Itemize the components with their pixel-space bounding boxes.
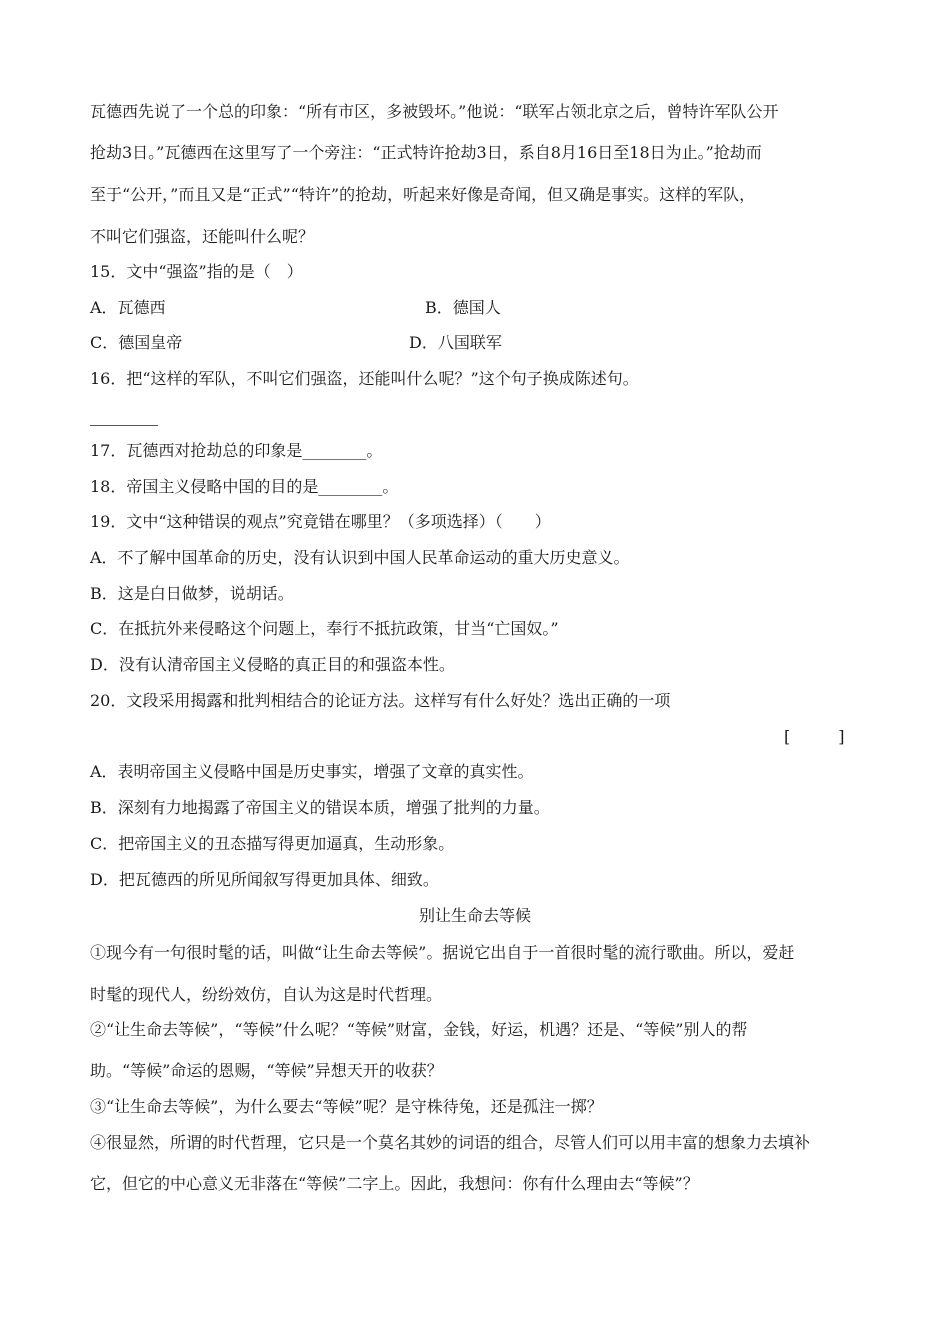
passage1-line-2: 抢劫3日。”瓦德西在这里写了一个旁注：“正式特许抢劫3日，系自8月16日至18日为止。”抢劫而	[90, 143, 762, 162]
q15-option-b: B．德国人	[425, 298, 501, 317]
q18-stem: 18．帝国主义侵略中国的目的是________。	[90, 477, 399, 496]
passage2-p2-line-1: ②“让生命去等候”，“等候”什么呢？“等候”财富，金钱，好运，机遇？还是、“等候”别人的帮	[90, 1020, 748, 1039]
q15-option-a: A．瓦德西	[90, 298, 166, 317]
passage2-p1-line-2: 时髦的现代人，纷纷效仿，自认为这是时代哲理。	[90, 985, 443, 1004]
passage2-title: 别让生命去等候	[418, 906, 531, 925]
q19-stem: 19．文中“这种错误的观点”究竟错在哪里？（多项选择）（ ）	[90, 512, 551, 531]
passage2-p3: ③“让生命去等候”，为什么要去“等候”呢？是守株待兔，还是孤注一掷？	[90, 1097, 603, 1116]
passage2-p4-line-2: 它，但它的中心意义无非落在“等候”二字上。因此，我想问：你有什么理由去“等候”？	[90, 1174, 699, 1193]
passage2-p2-line-2: 助。“等候”命运的恩赐，“等候”异想天开的收获？	[90, 1061, 443, 1080]
q20-option-a: A．表明帝国主义侵略中国是历史事实，增强了文章的真实性。	[90, 762, 534, 781]
passage1-line-4: 不叫它们强盗，还能叫什么呢？	[90, 227, 315, 246]
passage2-p4-line-1: ④很显然，所谓的时代哲理，它只是一个莫名其妙的词语的组合，尽管人们可以用丰富的想象力去填补	[90, 1133, 811, 1152]
passage2-p1-line-1: ①现今有一句很时髦的话，叫做“让生命去等候”。据说它出自于一首很时髦的流行歌曲。所以，爱赶	[90, 943, 795, 962]
passage1-line-1: 瓦德西先说了一个总的印象：“所有市区，多被毁坏。”他说：“联军占领北京之后，曾特许军队公开	[90, 102, 779, 121]
q20-option-c: C．把帝国主义的丑态描写得更加逼真，生动形象。	[90, 834, 455, 853]
q19-option-a: A．不了解中国革命的历史，没有认识到中国人民革命运动的重大历史意义。	[90, 548, 630, 567]
q20-stem: 20．文段采用揭露和批判相结合的论证方法。这样写有什么好处？选出正确的一项	[90, 691, 671, 710]
answer-line	[90, 425, 158, 426]
q16-stem: 16．把“这样的军队，不叫它们强盗，还能叫什么呢？”这个句子换成陈述句。	[90, 369, 639, 388]
q15-option-c: C．德国皇帝	[90, 333, 183, 352]
q19-option-d: D．没有认清帝国主义侵略的真正目的和强盗本性。	[90, 655, 455, 674]
q15-stem: 15．文中“强盗”指的是（ ）	[90, 262, 303, 281]
q19-option-c: C．在抵抗外来侵略这个问题上，奉行不抵抗政策，甘当“亡国奴。”	[90, 619, 559, 638]
q20-option-b: B．深刻有力地揭露了帝国主义的错误本质，增强了批判的力量。	[90, 798, 550, 817]
q17-stem: 17．瓦德西对抢劫总的印象是________。	[90, 441, 383, 460]
q20-answer-bracket: [ ]	[784, 727, 845, 746]
q15-option-d: D．八国联军	[409, 333, 502, 352]
passage1-line-3: 至于“公开，”而且又是“正式”“特许”的抢劫，听起来好像是奇闻，但又确是事实。这样的军队，	[90, 185, 756, 204]
q19-option-b: B．这是白日做梦，说胡话。	[90, 584, 294, 603]
q20-option-d: D．把瓦德西的所见所闻叙写得更加具体、细致。	[90, 870, 439, 889]
